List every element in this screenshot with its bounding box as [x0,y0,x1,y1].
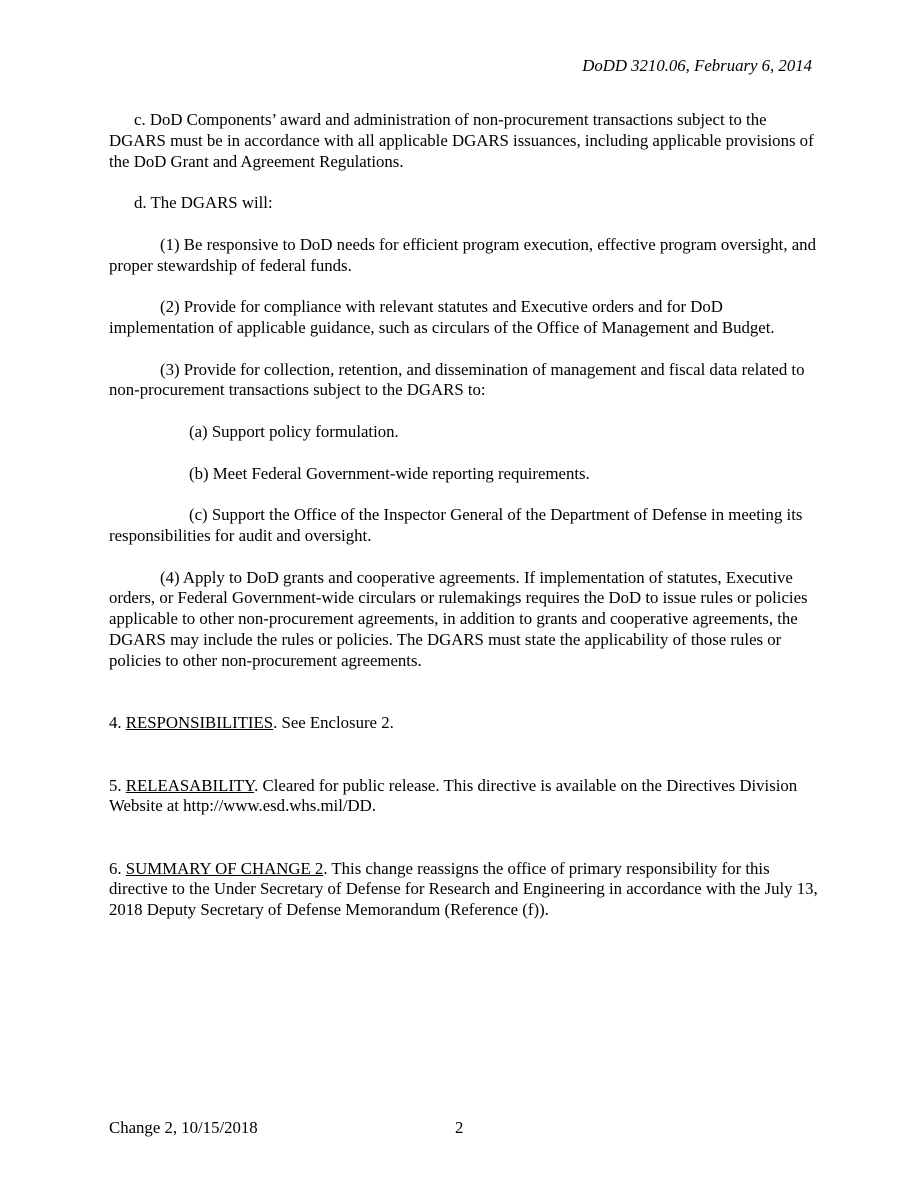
footer-change: Change 2, 10/15/2018 [109,1118,258,1137]
paragraph-d3a: (a) Support policy formulation. [189,421,399,441]
paragraph-d3b: (b) Meet Federal Government-wide reporting requirements. [189,463,590,483]
section-6-number: 6. [109,858,126,878]
section-5-text: . Cleared for public release. This directive is available on the Directives Division Website at http://www.esd.whs.mil/DD. [109,775,798,816]
section-6 [109,859,821,921]
paragraph-c: c. DoD Components’ award and administration of non-procurement transactions subject to the DGARS must be in accordance with all applicable DGARS issuances, including applicable provisions of the DoD Grant and Agreement Regulations. [109,110,814,171]
section-6-heading: SUMMARY OF CHANGE 2 [125,858,324,878]
section-4 [109,713,821,734]
footer-page-number: 2 [455,1118,464,1137]
section-5-number: 5. [109,775,126,795]
paragraph-d4: (4) Apply to DoD grants and cooperative agreements. If implementation of statutes, Executive orders, or Federal Government-wide circulars or rulemakings requires the DoD to issue rules or policies applicable to other non-procurement agreements, in addition to grants and cooperative agreements, the DGARS may include the rules or policies. The DGARS must state the applicability of those rules or policies to other non-procurement agreements. [109,567,808,670]
paragraph-d3c: (c) Support the Office of the Inspector General of the Department of Defense in meeting its responsibilities for audit and oversight. [109,505,803,545]
section-5-heading: RELEASABILITY [125,775,255,795]
document-header: DoDD 3210.06, February 6, 2014 [582,56,812,75]
paragraph-d2: (2) Provide for compliance with relevant statutes and Executive orders and for DoD implementation of applicable guidance, such as circulars of the Office of Management and Budget. [109,297,775,337]
section-6-text: . This change reassigns the office of primary responsibility for this directive to the Under Secretary of Defense for Research and Engineering in accordance with the July 13, 2018 Deputy Secretary of Defense Memorandum (Reference (f)). [109,858,818,920]
paragraph-d: d. The DGARS will: [134,193,273,213]
section-5 [109,776,821,818]
section-4-heading: RESPONSIBILITIES [125,713,274,733]
section-4-number: 4. [109,713,126,733]
paragraph-d1: (1) Be responsive to DoD needs for efficient program execution, effective program oversight, and proper stewardship of federal funds. [109,234,816,275]
document-body [109,110,821,921]
section-4-text: . See Enclosure 2. [273,713,394,733]
paragraph-d3: (3) Provide for collection, retention, and dissemination of management and fiscal data related to non-procurement transactions subject to the DGARS to: [109,359,805,400]
